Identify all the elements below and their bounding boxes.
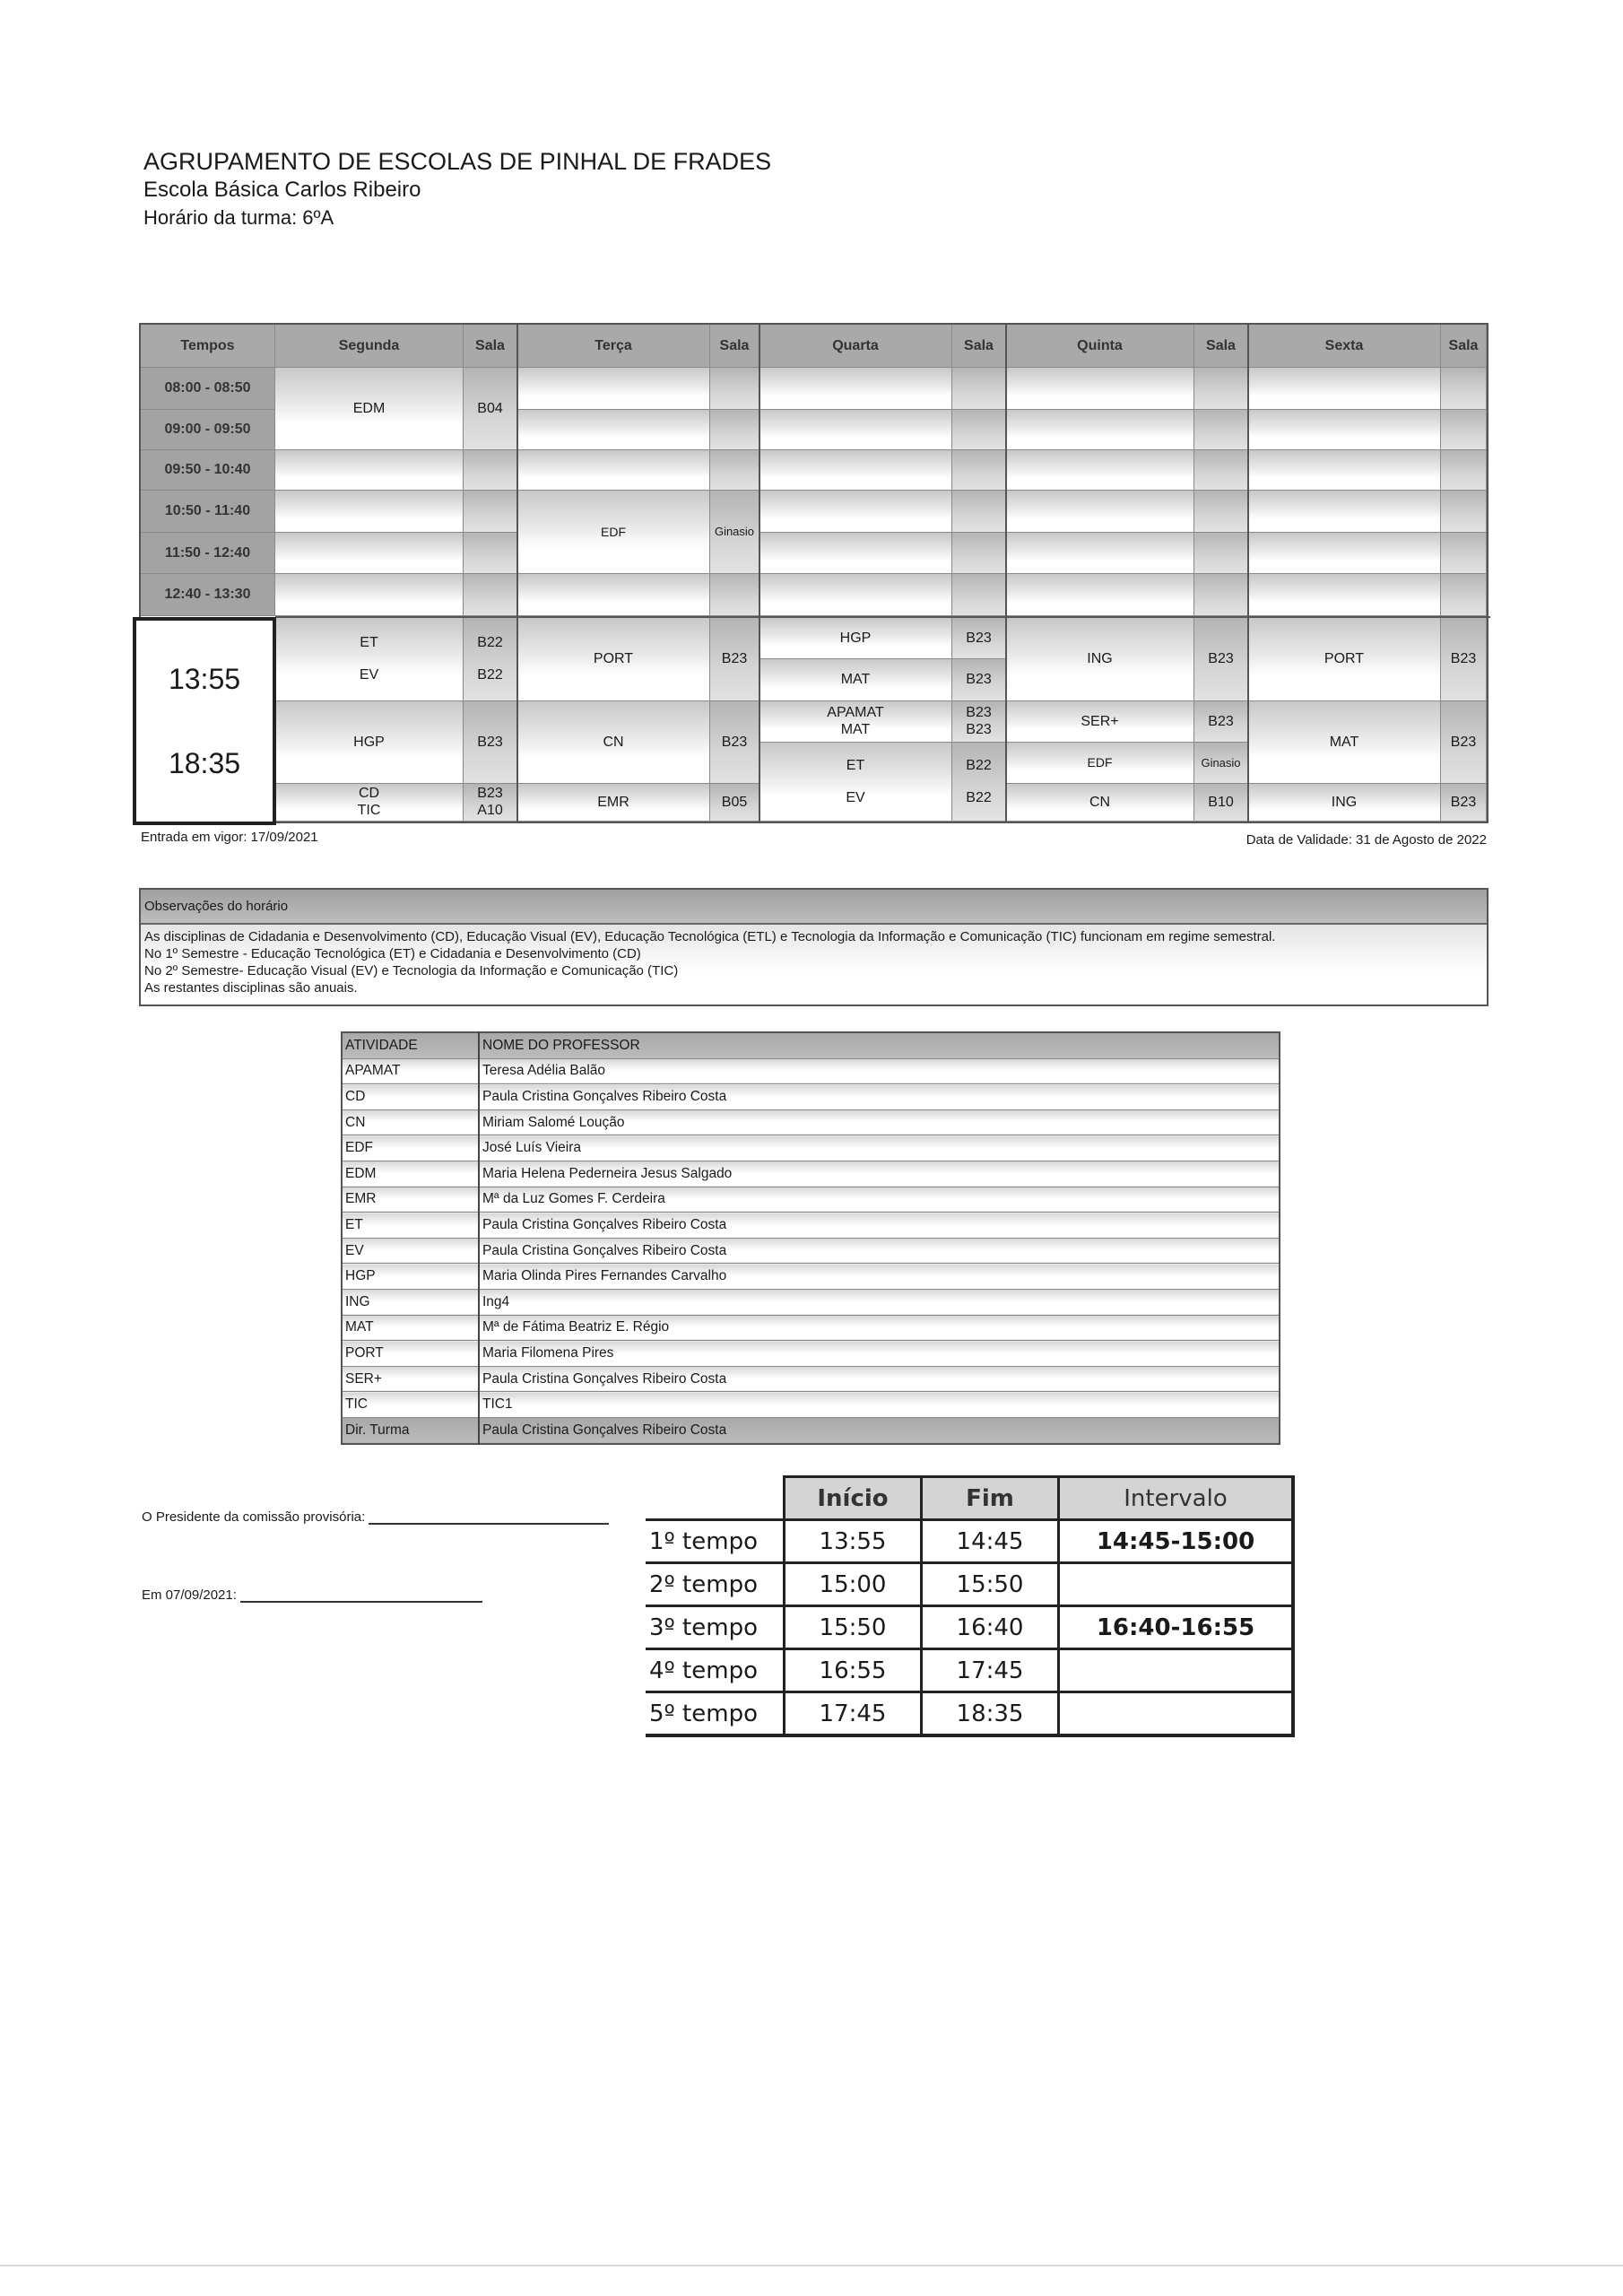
col-header-sala: Sala (952, 325, 1006, 368)
class-cell (517, 701, 710, 784)
empty-slot (759, 410, 952, 450)
activity: PORT (342, 1341, 479, 1367)
activity: CN (342, 1109, 479, 1135)
activity: EMR (342, 1187, 479, 1213)
activity: EDF (342, 1135, 479, 1161)
subject: EDM (352, 400, 386, 416)
class-cell (517, 618, 710, 701)
empty-slot (464, 533, 517, 574)
room-cell (952, 701, 1006, 743)
class-label: Horário da turma: 6ºA (143, 206, 334, 229)
class-cell (275, 618, 464, 701)
room: B23 (1450, 794, 1477, 810)
teacher-name: Paula Cristina Gonçalves Ribeiro Costa (479, 1213, 1280, 1239)
room: B23 (1208, 651, 1234, 667)
class-cell (1248, 618, 1441, 701)
subject: PORT (1324, 651, 1365, 667)
empty-slot (952, 533, 1006, 574)
table-row (646, 1563, 1293, 1606)
col-header-sexta: Sexta (1248, 325, 1441, 368)
activity: Dir. Turma (342, 1417, 479, 1443)
empty-slot (1248, 368, 1441, 410)
empty-slot (275, 533, 464, 574)
table-row (342, 1392, 1280, 1418)
class-cell (517, 784, 710, 822)
observation-line: As restantes disciplinas são anuais. (144, 980, 358, 996)
empty-slot (710, 368, 759, 410)
president-label: O Presidente da comissão provisória: (142, 1509, 366, 1525)
empty-slot (710, 450, 759, 491)
room: B23 (721, 734, 748, 750)
subject: ING (1331, 794, 1358, 810)
empty-slot (1006, 450, 1194, 491)
room-cell (464, 618, 517, 701)
room-cell (952, 659, 1006, 701)
afternoon-time-box (133, 617, 276, 825)
validity-date: Data de Validade: 31 de Agosto de 2022 (1245, 832, 1487, 848)
empty-slot (952, 450, 1006, 491)
table-row (342, 1341, 1280, 1367)
col-header-fim: Fim (922, 1477, 1059, 1520)
table-row (646, 1649, 1293, 1692)
activity: MAT (342, 1315, 479, 1341)
observations-title: Observações do horário (141, 890, 1487, 925)
subject: CN (1089, 794, 1111, 810)
teacher-name: Maria Helena Pederneira Jesus Salgado (479, 1161, 1280, 1187)
director-row (342, 1417, 1280, 1443)
empty-slot (1441, 491, 1487, 533)
break-time: 16:40-16:55 (1059, 1606, 1294, 1649)
period-label: 2º tempo (646, 1563, 785, 1606)
class-cell-segunda-edm (275, 368, 464, 450)
empty-slot (517, 368, 710, 410)
class-cell (1006, 743, 1194, 784)
col-header-tempos: Tempos (141, 325, 275, 368)
empty-slot (517, 450, 710, 491)
subject: SER+ (1081, 713, 1119, 729)
room: B22 (477, 667, 503, 683)
activity: EDM (342, 1161, 479, 1187)
class-cell-terca-edf (517, 491, 710, 574)
time-slot: 08:00 - 08:50 (141, 368, 275, 410)
school-name: Escola Básica Carlos Ribeiro (143, 178, 421, 202)
room: B23 (966, 630, 992, 646)
col-header-intervalo: Intervalo (1059, 1477, 1294, 1520)
class-cell (275, 784, 464, 822)
subject: EV (359, 667, 379, 683)
subject: ET (846, 757, 865, 773)
teacher-name: TIC1 (479, 1392, 1280, 1418)
room-cell (1194, 784, 1248, 822)
empty-slot (1248, 574, 1441, 616)
period-label: 4º tempo (646, 1649, 785, 1692)
break-time (1059, 1563, 1294, 1606)
break-time (1059, 1692, 1294, 1736)
subject: EDF (1087, 755, 1113, 770)
class-cell (759, 701, 952, 743)
empty-slot (275, 450, 464, 491)
room: B22 (966, 757, 992, 773)
activity: CD (342, 1084, 479, 1110)
subject: EDF (601, 524, 626, 539)
day-divider (516, 325, 518, 822)
signature-line (240, 1601, 482, 1603)
table-row (646, 1606, 1293, 1649)
blank-header (646, 1477, 785, 1520)
teacher-name: Paula Cristina Gonçalves Ribeiro Costa (479, 1238, 1280, 1264)
activity: TIC (342, 1392, 479, 1418)
activity: APAMAT (342, 1058, 479, 1084)
empty-slot (1441, 450, 1487, 491)
subject: MAT (1329, 734, 1359, 750)
subject: CN (603, 734, 624, 750)
room: B04 (477, 400, 503, 416)
end-time: 16:40 (922, 1606, 1059, 1649)
start-time: 16:55 (785, 1649, 922, 1692)
president-signature (142, 1509, 609, 1525)
room-cell (710, 618, 759, 701)
empty-slot (1248, 410, 1441, 450)
table-row (342, 1084, 1280, 1110)
period-label: 3º tempo (646, 1606, 785, 1649)
empty-slot (275, 491, 464, 533)
teacher-name: Maria Filomena Pires (479, 1341, 1280, 1367)
table-row (342, 1161, 1280, 1187)
col-header-sala: Sala (710, 325, 759, 368)
observation-line: No 2º Semestre- Educação Visual (EV) e Tecnologia da Informação e Comunicação (TIC) (144, 963, 679, 978)
empty-slot (759, 491, 952, 533)
empty-slot (1194, 491, 1248, 533)
col-header-terca: Terça (517, 325, 710, 368)
time-slot: 09:50 - 10:40 (141, 450, 275, 491)
subject: EMR (597, 794, 629, 810)
teacher-name: Teresa Adélia Balão (479, 1058, 1280, 1084)
table-row (342, 1109, 1280, 1135)
room: B23 (966, 705, 992, 721)
activity: EV (342, 1238, 479, 1264)
teacher-name: José Luís Vieira (479, 1135, 1280, 1161)
empty-slot (1194, 574, 1248, 616)
class-cell (759, 743, 952, 822)
empty-slot (710, 574, 759, 616)
col-header-professor: NOME DO PROFESSOR (479, 1032, 1280, 1058)
effective-date: Entrada em vigor: 17/09/2021 (141, 830, 318, 845)
col-header-atividade: ATIVIDADE (342, 1032, 479, 1058)
table-row (342, 1315, 1280, 1341)
class-cell (759, 618, 952, 659)
start-time: 17:45 (785, 1692, 922, 1736)
empty-slot (464, 450, 517, 491)
empty-slot (1248, 533, 1441, 574)
room-cell (710, 491, 759, 574)
room-cell (710, 701, 759, 784)
time-slot: 09:00 - 09:50 (141, 410, 275, 450)
room: B23 (1450, 651, 1477, 667)
empty-slot (1006, 491, 1194, 533)
date-signature (142, 1587, 482, 1603)
empty-slot (1006, 574, 1194, 616)
organization-title: AGRUPAMENTO DE ESCOLAS DE PINHAL DE FRADES (143, 148, 772, 175)
table-row (646, 1692, 1293, 1736)
period-label: 5º tempo (646, 1692, 785, 1736)
empty-slot (952, 368, 1006, 410)
table-row (342, 1187, 1280, 1213)
room: B23 (1450, 734, 1477, 750)
room: B23 (1208, 713, 1234, 729)
subject: EV (846, 789, 865, 805)
col-header-segunda: Segunda (275, 325, 464, 368)
table-row (342, 1238, 1280, 1264)
activity: SER+ (342, 1366, 479, 1392)
col-header-sala: Sala (464, 325, 517, 368)
empty-slot (1194, 368, 1248, 410)
empty-slot (759, 574, 952, 616)
empty-slot (1441, 574, 1487, 616)
afternoon-start-time: 13:55 (168, 662, 241, 695)
end-time: 15:50 (922, 1563, 1059, 1606)
observation-line: As disciplinas de Cidadania e Desenvolvimento (CD), Educação Visual (EV), Educação Tecnológica (ETL) e Tecnologia da Informação e Comunicação (TIC) funcionam em regime semestral. (144, 929, 1276, 944)
end-time: 17:45 (922, 1649, 1059, 1692)
table-row (342, 1264, 1280, 1290)
room-cell (1441, 784, 1487, 822)
break-time: 14:45-15:00 (1059, 1520, 1294, 1563)
observations-box (139, 888, 1488, 1006)
empty-slot (952, 410, 1006, 450)
empty-slot (1441, 533, 1487, 574)
subject: HGP (839, 630, 872, 646)
empty-slot (759, 368, 952, 410)
teacher-name: Ing4 (479, 1289, 1280, 1315)
page-edge (0, 2265, 1623, 2266)
empty-slot (1006, 410, 1194, 450)
time-slot: 11:50 - 12:40 (141, 533, 275, 574)
room: B10 (1208, 794, 1234, 810)
empty-slot (759, 533, 952, 574)
activity: HGP (342, 1264, 479, 1290)
room-cell (1441, 701, 1487, 784)
teacher-name: Mª da Luz Gomes F. Cerdeira (479, 1187, 1280, 1213)
room-cell (1194, 618, 1248, 701)
empty-slot (1248, 450, 1441, 491)
teacher-name: Mª de Fátima Beatriz E. Régio (479, 1315, 1280, 1341)
subject: MAT (840, 672, 871, 688)
empty-slot (952, 491, 1006, 533)
class-cell (1248, 784, 1441, 822)
empty-slot (1006, 533, 1194, 574)
empty-slot (464, 574, 517, 616)
table-row (342, 1289, 1280, 1315)
room: Ginasio (714, 525, 755, 539)
empty-slot (952, 574, 1006, 616)
room-cell (464, 368, 517, 450)
col-header-sala: Sala (1194, 325, 1248, 368)
end-time: 14:45 (922, 1520, 1059, 1563)
empty-slot (1248, 491, 1441, 533)
empty-slot (464, 491, 517, 533)
table-row (342, 1213, 1280, 1239)
room-cell (710, 784, 759, 822)
day-divider (1005, 325, 1007, 822)
room-cell (464, 701, 517, 784)
afternoon-end-time: 18:35 (168, 746, 241, 779)
empty-slot (517, 574, 710, 616)
room: B23 (966, 672, 992, 688)
signature-line (369, 1523, 609, 1525)
table-header-row (342, 1032, 1280, 1058)
table-row (342, 1058, 1280, 1084)
empty-slot (759, 450, 952, 491)
class-cell (1006, 618, 1194, 701)
teachers-table (341, 1031, 1280, 1445)
empty-slot (517, 410, 710, 450)
col-header-quarta: Quarta (759, 325, 952, 368)
observation-line: No 1º Semestre - Educação Tecnológica (ET) e Cidadania e Desenvolvimento (CD) (144, 946, 641, 961)
subject: APAMAT (827, 705, 884, 721)
teacher-name: Paula Cristina Gonçalves Ribeiro Costa (479, 1084, 1280, 1110)
subject: MAT (840, 721, 871, 737)
class-cell (1006, 701, 1194, 743)
room: Ginasio (1201, 755, 1241, 770)
subject: TIC (357, 802, 381, 818)
room: B23 (721, 651, 748, 667)
subject: PORT (593, 651, 634, 667)
teacher-name: Miriam Salomé Loução (479, 1109, 1280, 1135)
start-time: 15:00 (785, 1563, 922, 1606)
start-time: 15:50 (785, 1606, 922, 1649)
teacher-name: Maria Olinda Pires Fernandes Carvalho (479, 1264, 1280, 1290)
class-cell (275, 701, 464, 784)
time-slot: 12:40 - 13:30 (141, 574, 275, 616)
table-row (342, 1135, 1280, 1161)
break-time (1059, 1649, 1294, 1692)
table-header-row (646, 1477, 1293, 1520)
room-cell (1194, 743, 1248, 784)
empty-slot (1194, 410, 1248, 450)
subject: HGP (353, 734, 385, 750)
room-cell (1441, 618, 1487, 701)
room-cell (952, 618, 1006, 659)
day-divider (759, 325, 760, 822)
class-cell (759, 659, 952, 701)
room: A10 (477, 802, 503, 818)
room-cell (1194, 701, 1248, 743)
room: B23 (477, 734, 503, 750)
subject: ET (360, 635, 378, 651)
empty-slot (1194, 533, 1248, 574)
subject: ING (1087, 651, 1113, 667)
empty-slot (1441, 368, 1487, 410)
schedule-grid (139, 323, 1488, 823)
room-cell (952, 743, 1006, 822)
time-slot: 10:50 - 11:40 (141, 491, 275, 533)
table-row (342, 1366, 1280, 1392)
room: B23 (966, 721, 992, 737)
room: B05 (721, 794, 748, 810)
room-cell (464, 784, 517, 822)
empty-slot (1441, 410, 1487, 450)
empty-slot (1194, 450, 1248, 491)
col-header-quinta: Quinta (1006, 325, 1194, 368)
period-label: 1º tempo (646, 1520, 785, 1563)
room: B22 (477, 635, 503, 651)
class-cell (1006, 784, 1194, 822)
activity: ING (342, 1289, 479, 1315)
col-header-inicio: Início (785, 1477, 922, 1520)
teacher-name: Paula Cristina Gonçalves Ribeiro Costa (479, 1366, 1280, 1392)
room: B23 (477, 786, 503, 802)
empty-slot (1006, 368, 1194, 410)
activity: ET (342, 1213, 479, 1239)
end-time: 18:35 (922, 1692, 1059, 1736)
empty-slot (275, 574, 464, 616)
teacher-name: Paula Cristina Gonçalves Ribeiro Costa (479, 1417, 1280, 1443)
date-label: Em 07/09/2021: (142, 1587, 237, 1603)
room: B22 (966, 789, 992, 805)
empty-slot (710, 410, 759, 450)
period-times-table (646, 1475, 1295, 1737)
start-time: 13:55 (785, 1520, 922, 1563)
col-header-sala: Sala (1441, 325, 1487, 368)
day-divider (1247, 325, 1249, 822)
class-cell (1248, 701, 1441, 784)
table-row (646, 1520, 1293, 1563)
subject: CD (358, 786, 380, 802)
